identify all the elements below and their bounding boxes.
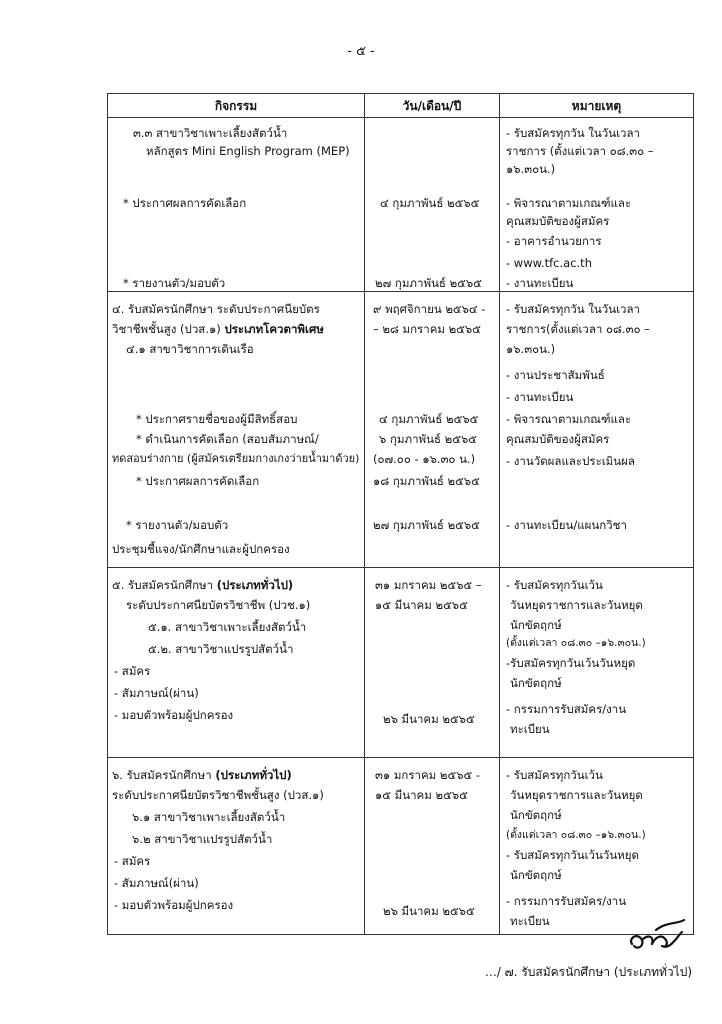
activity-line: * ประกาศผลการคัดเลือก [136, 474, 260, 488]
remark-cell [500, 568, 694, 758]
activity-cell [108, 292, 365, 568]
header-remark: หมายเหตุ [500, 94, 694, 118]
activity-line: - สัมภาษณ์(ผ่าน) [114, 686, 199, 700]
activity-line: ระดับประกาศนียบัตรวิชาชีพ (ปวช.๑) [126, 598, 311, 612]
activity-cell [108, 758, 365, 935]
remark-line: - งานทะเบียน/แผนกวิชา [506, 518, 627, 532]
remark-line: ๑๖.๓๐น.) [506, 162, 556, 176]
activity-line-text: ๕. รับสมัครนักศึกษา [112, 578, 214, 592]
activity-line: - มอบตัวพร้อมผู้ปกครอง [114, 708, 234, 722]
remark-line: นักขัตฤกษ์ [510, 808, 562, 822]
date-line: ๓๑ มกราคม ๒๕๖๕ - [375, 768, 481, 782]
activity-line [112, 768, 292, 782]
activity-line: หลักสูตร Mini English Program (MEP) [146, 144, 350, 158]
table-row [108, 118, 694, 292]
remark-line: - รับสมัครทุกวันเว้นวันหยุด [506, 848, 639, 862]
remark-line: - พิจารณาตามเกณฑ์และ [506, 196, 632, 210]
remark-line: วันหยุดราชการและวันหยุด [510, 598, 643, 612]
remark-cell [500, 292, 694, 568]
activity-line: ทดสอบร่างกาย (ผู้สมัครเตรียมกางเกงว่ายน้ำมาด้วย) [112, 452, 360, 465]
activity-line: ๖.๒ สาขาวิชาแปรรูปสัตว์น้ำ [132, 832, 273, 846]
activity-line: * ประกาศผลการคัดเลือก [123, 196, 247, 210]
remark-line: - กรรมการรับสมัคร/งาน [506, 702, 627, 716]
date-cell [365, 758, 500, 935]
activity-cell [108, 568, 365, 758]
date-line: (๐๗.๐๐ - ๑๖.๓๐ น.) [373, 452, 476, 466]
date-line: ๑๘ กุมภาพันธ์ ๒๕๖๕ [373, 474, 480, 488]
date-line: ๔ กุมภาพันธ์ ๒๕๖๕ [379, 412, 479, 426]
date-line: ๒๖ มีนาคม ๒๕๖๕ [383, 904, 475, 918]
activity-line: ๕.๒. สาขาวิชาแปรรูปสัตว์น้ำ [148, 642, 294, 656]
remark-line: (ตั้งแต่เวลา ๐๘.๓๐ –๑๖.๓๐น.) [506, 637, 646, 649]
remark-cell [500, 758, 694, 935]
activity-line: ๓.๓ สาขาวิชาเพาะเลี้ยงสัตว์น้ำ [133, 126, 288, 140]
remark-line: - www.tfc.ac.th [506, 256, 592, 270]
activity-line: ระดับประกาศนียบัตรวิชาชีพชั้นสูง (ปวส.๑) [112, 788, 324, 802]
activity-line-text: ๖. รับสมัครนักศึกษา [112, 768, 212, 782]
activity-line: - สมัคร [114, 854, 151, 868]
remark-line: -รับสมัครทุกวันเว้นวันหยุด [506, 656, 636, 670]
activity-line-text: วิชาชีพชั้นสูง (ปวส.๑) [112, 322, 221, 336]
date-cell [365, 292, 500, 568]
remark-line: ๑๖.๓๐น.) [506, 342, 556, 356]
activity-line: ประชุมชี้แจง/นักศึกษาและผู้ปกครอง [112, 542, 290, 556]
remark-line: นักขัตฤกษ์ [510, 868, 562, 882]
remark-line: - รับสมัครทุกวัน ในวันเวลา [506, 126, 640, 140]
remark-line: - รับสมัครทุกวันเว้น [506, 768, 603, 782]
activity-line: - สมัคร [114, 664, 151, 678]
date-cell [365, 568, 500, 758]
remark-line: - งานทะเบียน [506, 390, 574, 404]
remark-line: นักขัตฤกษ์ [510, 676, 562, 690]
remark-line: นักขัตฤกษ์ [510, 618, 562, 632]
remark-line: คุณสมบัติของผู้สมัคร [506, 214, 610, 228]
activity-line: ๕.๑. สาขาวิชาเพาะเลี้ยงสัตว์น้ำ [148, 620, 307, 634]
remark-line: - อาคารอำนวยการ [506, 234, 602, 248]
activity-cell [108, 118, 365, 292]
activity-line: * รายงานตัว/มอบตัว [126, 518, 229, 532]
general-type-label: (ประเภททั่วไป) [216, 578, 294, 592]
activity-line [112, 322, 324, 336]
header-date: วัน/เดือน/ปี [365, 94, 500, 118]
remark-line: - กรรมการรับสมัคร/งาน [506, 894, 627, 908]
table-row [108, 292, 694, 568]
header-activity: กิจกรรม [108, 94, 365, 118]
remark-line: - พิจารณาตามเกณฑ์และ [506, 412, 632, 426]
remark-line: - งานวัดผลและประเมินผล [506, 454, 635, 468]
remark-line: - รับสมัครทุกวัน ในวันเวลา [506, 302, 640, 316]
activity-line: - มอบตัวพร้อมผู้ปกครอง [114, 898, 234, 912]
table-row [108, 758, 694, 935]
date-line: ๑๕ มีนาคม ๒๕๖๕ [375, 788, 468, 802]
date-line: ๙ พฤศจิกายน ๒๕๖๔ - [373, 302, 486, 316]
quota-type-label: ประเภทโควตาพิเศษ [224, 322, 324, 336]
page-number: - ๕ - [347, 44, 375, 59]
activity-line [112, 578, 293, 592]
date-line: ๑๕ มีนาคม ๒๕๖๕ [375, 598, 468, 612]
table-row [108, 568, 694, 758]
date-line: ๖ กุมภาพันธ์ ๒๕๖๕ [379, 432, 477, 446]
table-header-row [108, 94, 694, 118]
remark-line: ราชการ (ตั้งแต่เวลา ๐๘.๓๐ – [506, 144, 654, 158]
remark-line: คุณสมบัติของผู้สมัคร [506, 432, 610, 446]
activity-line: ๔.๑ สาขาวิชาการเดินเรือ [126, 342, 254, 356]
remark-cell [500, 118, 694, 292]
date-line: ๒๗ กุมภาพันธ์ ๒๕๖๕ [373, 518, 480, 532]
activity-line: * ดำเนินการคัดเลือก (สอบสัมภาษณ์/ [136, 432, 319, 446]
remark-line: ทะเบียน [510, 722, 550, 736]
remark-line: - รับสมัครทุกวันเว้น [506, 578, 603, 592]
activity-line: * รายงานตัว/มอบตัว [123, 276, 226, 290]
remark-line: วันหยุดราชการและวันหยุด [510, 788, 643, 802]
next-page-reference: …/ ๗. รับสมัครนักศึกษา (ประเภททั่วไป) [484, 965, 692, 979]
general-type-label: (ประเภททั่วไป) [215, 768, 292, 782]
schedule-table [107, 93, 694, 935]
date-line: ๒๖ มีนาคม ๒๕๖๕ [383, 712, 475, 726]
date-line: ๒๗ กุมภาพันธ์ ๒๕๖๕ [375, 276, 482, 290]
signature [626, 918, 688, 958]
remark-line: - งานประชาสัมพันธ์ [506, 368, 605, 382]
activity-line: * ประกาศรายชื่อของผู้มีสิทธิ์สอบ [136, 412, 298, 426]
activity-line: ๔. รับสมัครนักศึกษา ระดับประกาศนียบัตร [112, 302, 320, 316]
date-cell [365, 118, 500, 292]
date-line: ๓๑ มกราคม ๒๕๖๕ – [375, 578, 482, 592]
date-line: ๔ กุมภาพันธ์ ๒๕๖๕ [380, 196, 480, 210]
activity-line: - สัมภาษณ์(ผ่าน) [114, 876, 199, 890]
remark-line: - งานทะเบียน [506, 276, 574, 290]
remark-line: ทะเบียน [510, 914, 550, 928]
remark-line: (ตั้งแต่เวลา ๐๘.๓๐ –๑๖.๓๐น.) [506, 829, 646, 841]
remark-line: ราชการ(ตั้งแต่เวลา ๐๘.๓๐ – [506, 322, 650, 336]
date-line: – ๒๘ มกราคม ๒๕๖๕ [373, 322, 481, 336]
activity-line: ๖.๑ สาขาวิชาเพาะเลี้ยงสัตว์น้ำ [132, 810, 286, 824]
